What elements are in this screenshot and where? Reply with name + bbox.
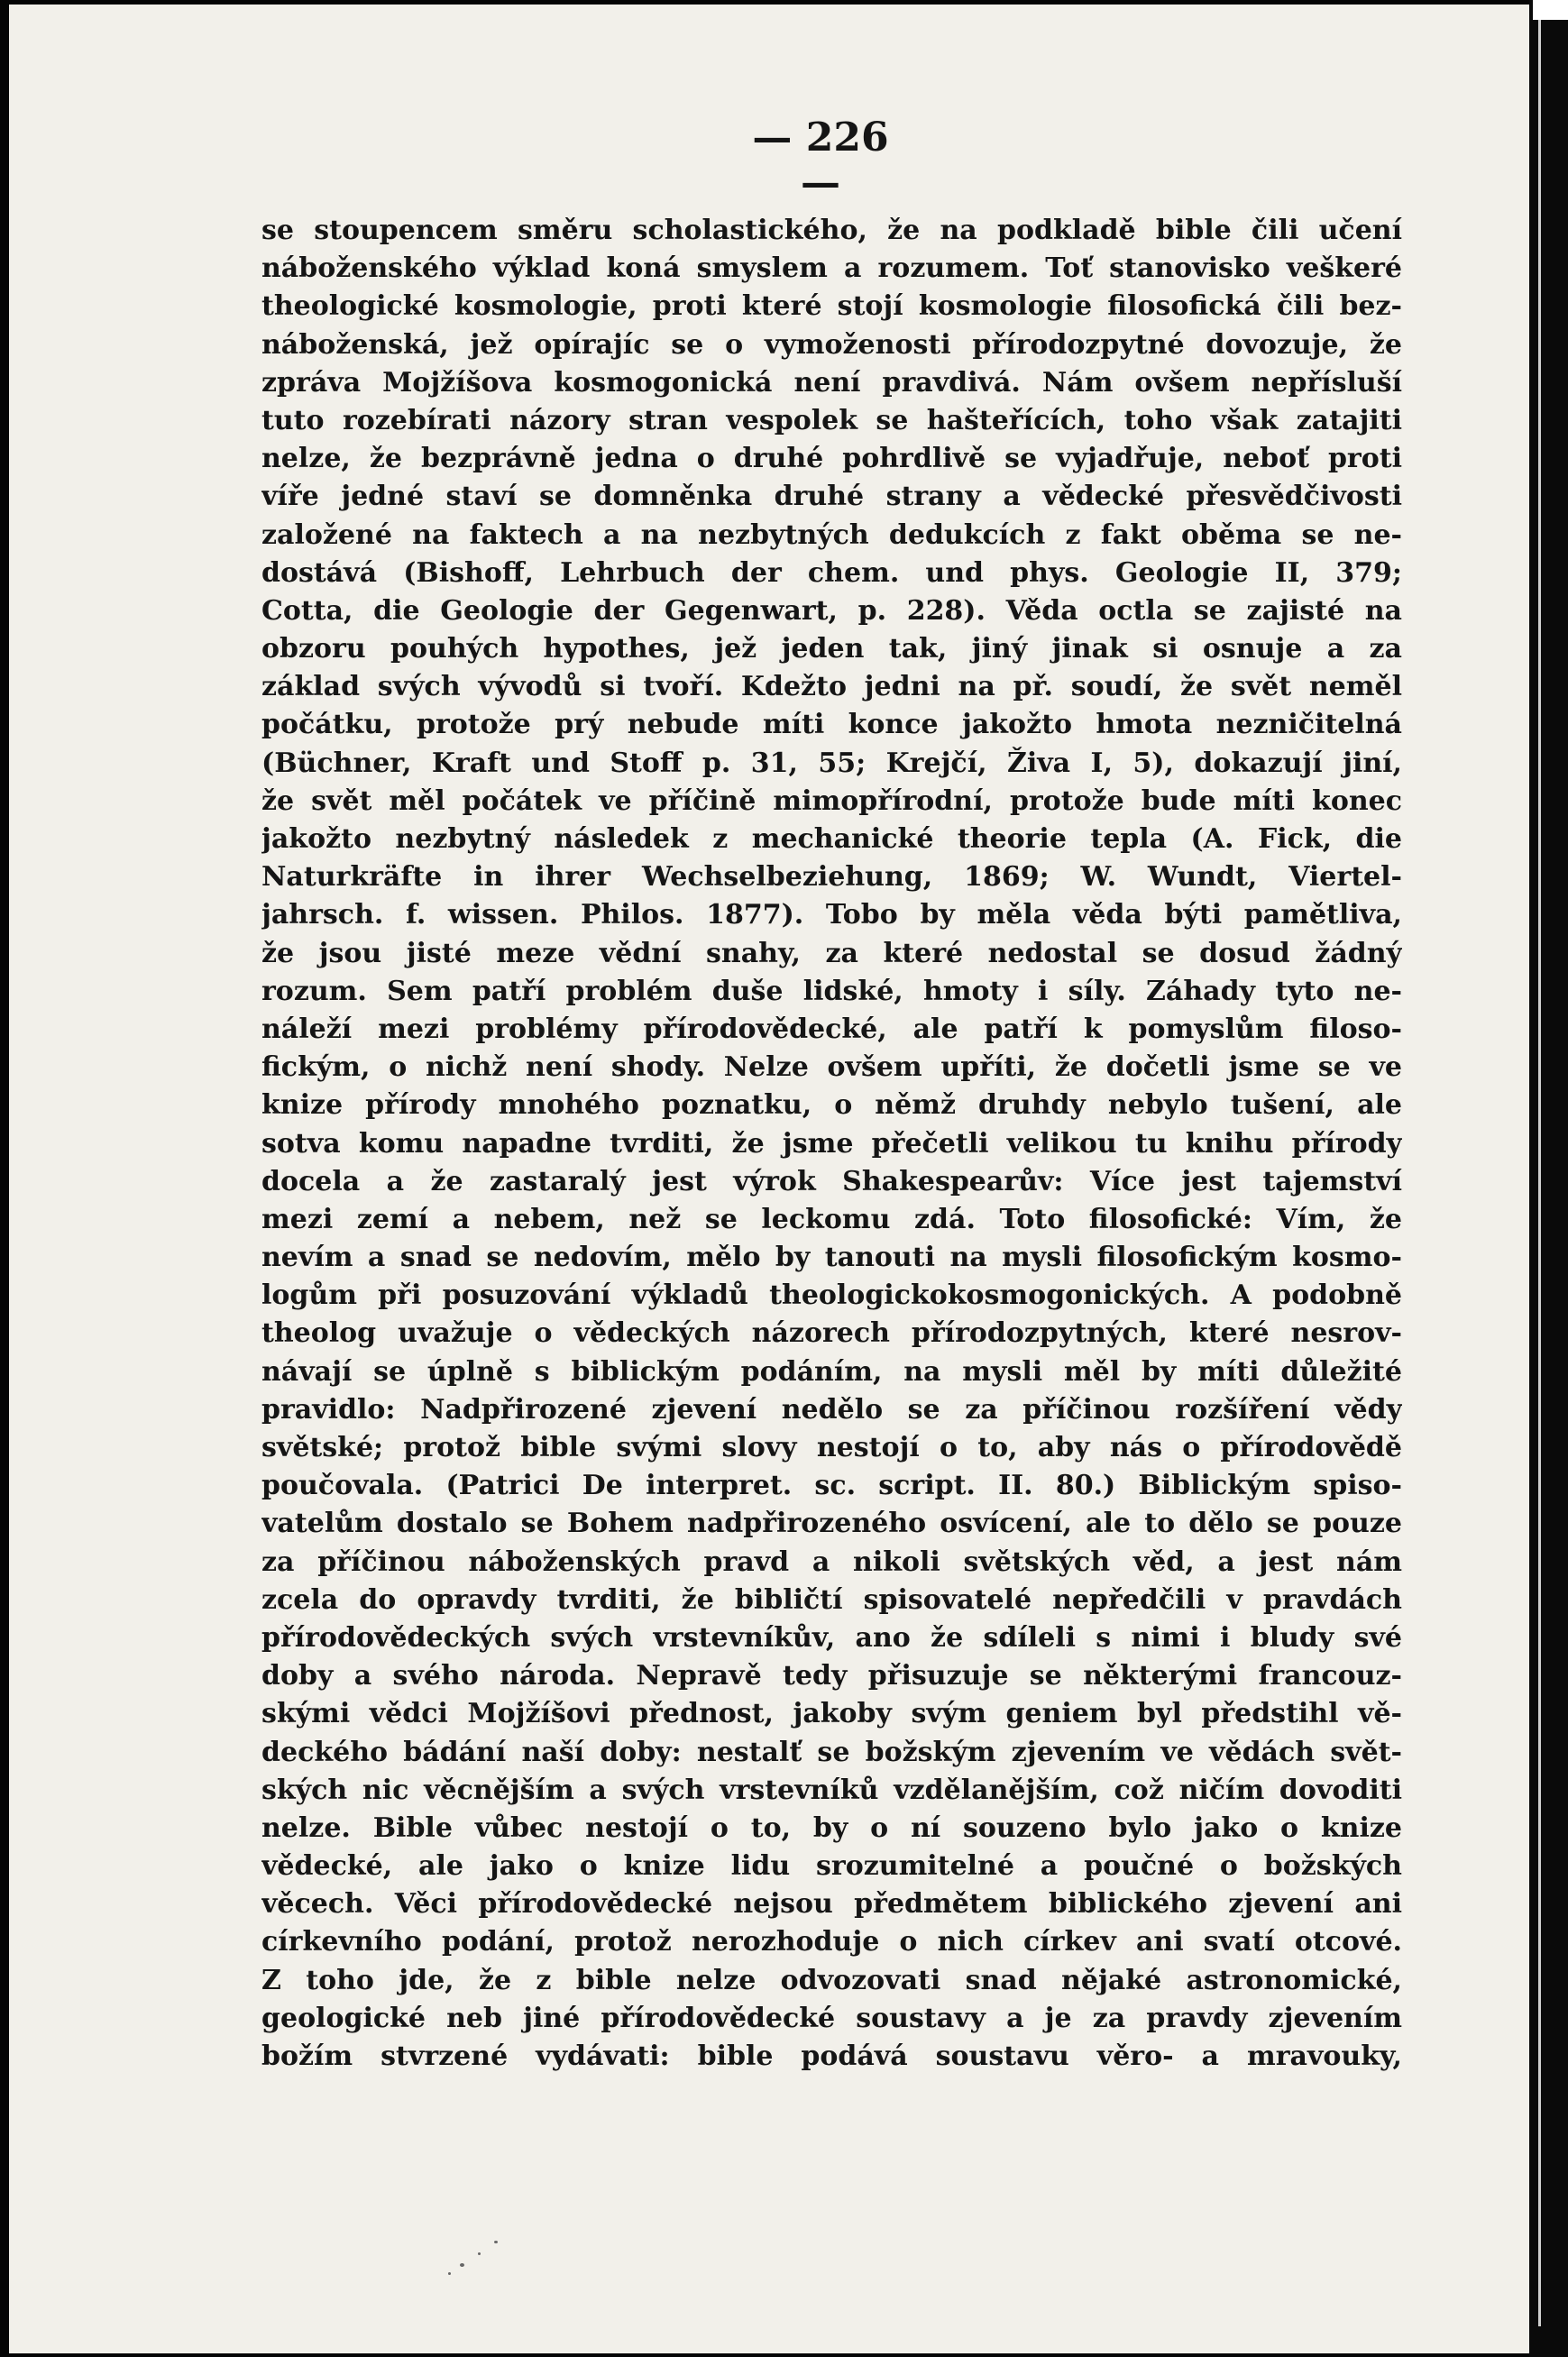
text-line: se stoupencem směru scholastického, že na podkladě bible čili učení (261, 215, 1402, 246)
text-line: vatelům dostalo se Bohem nadpřirozeného osvícení, ale to dělo se pouze (261, 1508, 1402, 1540)
text-line: docela a že zastaralý jest výrok Shakespearův: Více jest tajemství (261, 1165, 1402, 1197)
text-line: náleží mezi problémy přírodovědecké, ale patří k pomyslům filoso- (261, 1013, 1402, 1045)
text-line: nelze, že bezprávně jedna o druhé pohrdlivě se vyjadřuje, neboť proti (261, 443, 1402, 475)
text-line: skými vědci Mojžíšovi přednost, jakoby svým geniem byl předstihl vě- (261, 1698, 1402, 1730)
text-line: světské; protož bible svými slovy nestojí o to, aby nás o přírodovědě (261, 1432, 1402, 1463)
text-line: počátku, protože prý nebude míti konce jakožto hmota nezničitelná (261, 709, 1402, 741)
text-line: (Büchner, Kraft und Stoff p. 31, 55; Krejčí, Živa I, 5), dokazují jiní, (261, 747, 1402, 779)
body-text (261, 212, 1402, 2076)
text-line: poučovala. (Patrici De interpret. sc. script. II. 80.) Biblickým spiso- (261, 1470, 1402, 1502)
text-line: logům při posuzování výkladů theologickokosmogonických. A podobně (261, 1279, 1402, 1312)
text-line: pravidlo: Nadpřirozené zjevení nedělo se za příčinou rozšíření vědy (261, 1393, 1402, 1426)
scan-speck (460, 2263, 464, 2267)
text-line: Z toho jde, že z bible nelze odvozovati snad nějaké astronomické, (261, 1964, 1402, 1996)
text-line: náboženského výklad koná smyslem a rozumem. Toť stanovisko veškeré (261, 252, 1402, 285)
text-line: návají se úplně s biblickým podáním, na mysli měl by míti důležité (261, 1355, 1402, 1388)
page-number: — 226 — (752, 115, 889, 206)
text-line: deckého bádání naší doby: nestalť se božským zjevením ve vědách svět- (261, 1736, 1402, 1768)
page-edge-line (1538, 18, 1541, 2326)
text-line: přírodovědeckých svých vrstevníkův, ano že sdíleli s nimi i bludy své (261, 1621, 1402, 1654)
text-line: víře jedné staví se domněnka druhé strany a vědecké přesvědčivosti (261, 481, 1402, 513)
text-line: založené na faktech a na nezbytných dedukcích z fakt oběma se ne- (261, 518, 1402, 551)
text-line: Naturkräfte in ihrer Wechselbeziehung, 1869; W. Wundt, Viertel- (261, 861, 1402, 894)
text-line: rozum. Sem patří problém duše lidské, hmoty i síly. Záhady tyto ne- (261, 975, 1402, 1007)
scan-speck (478, 2252, 481, 2255)
text-line: jakožto nezbytný následek z mechanické theorie tepla (A. Fick, die (261, 823, 1402, 855)
text-line: věcech. Věci přírodovědecké nejsou předmětem biblického zjevení ani (261, 1888, 1402, 1921)
text-line: zpráva Mojžíšova kosmogonická není pravdivá. Nám ovšem nepřísluší (261, 366, 1402, 399)
text-line: geologické neb jiné přírodovědecké soustavy a je za pravdy zjevením (261, 2002, 1402, 2034)
text-line: vědecké, ale jako o knize lidu srozumitelné a poučné o božských (261, 1850, 1402, 1883)
text-line: mezi zemí a nebem, než se leckomu zdá. Toto filosofické: Vím, že (261, 1203, 1402, 1235)
text-line: za příčinou náboženských pravd a nikoli světských věd, a jest nám (261, 1545, 1402, 1578)
text-line: nelze. Bible vůbec nestojí o to, by o ní souzeno bylo jako o knize (261, 1811, 1402, 1844)
text-line: božím stvrzené vydávati: bible podává soustavu věro- a mravouky, (261, 2041, 1402, 2072)
text-line: že svět měl počátek ve příčině mimopřírodní, protože bude míti konec (261, 784, 1402, 817)
text-line: zcela do opravdy tvrditi, že bibličtí spisovatelé nepředčili v pravdách (261, 1583, 1402, 1616)
text-line: dostává (Bishoff, Lehrbuch der chem. und phys. Geologie II, 379; (261, 556, 1402, 589)
scan-speck (448, 2272, 451, 2275)
text-line: tuto rozebírati názory stran vespolek se hašteřících, toho však zatajiti (261, 404, 1402, 436)
text-line: základ svých vývodů si tvoří. Kdežto jedni na př. soudí, že svět neměl (261, 671, 1402, 703)
text-line: theolog uvažuje o vědeckých názorech přírodozpytných, které nesrov- (261, 1317, 1402, 1350)
text-line: obzoru pouhých hypothes, jež jeden tak, jiný jinak si osnuje a za (261, 633, 1402, 665)
text-line: náboženská, jež opírajíc se o vymoženosti přírodozpytné dovozuje, že (261, 328, 1402, 361)
text-line: ských nic věcnějším a svých vrstevníků vzdělanějším, což ničím dovoditi (261, 1774, 1402, 1806)
scan-speck (494, 2241, 498, 2243)
scan-border-right (1529, 0, 1568, 2357)
text-line: sotva komu napadne tvrditi, že jsme přečetli velikou tu knihu přírody (261, 1127, 1402, 1160)
text-line: Cotta, die Geologie der Gegenwart, p. 228). Věda octla se zajisté na (261, 594, 1402, 627)
text-line: že jsou jisté meze vědní snahy, za které nedostal se dosud žádný (261, 937, 1402, 969)
text-line: doby a svého národa. Nepravě tedy přisuzuje se některými francouz- (261, 1660, 1402, 1692)
text-line: jahrsch. f. wissen. Philos. 1877). Tobo by měla věda býti pamětliva, (261, 899, 1402, 931)
text-line: knize přírody mnohého poznatku, o němž druhdy nebylo tušení, ale (261, 1089, 1402, 1122)
text-line: církevního podání, protož nerozhoduje o nich církev ani svatí otcové. (261, 1926, 1402, 1958)
text-line: nevím a snad se nedovím, mělo by tanouti na mysli filosofickým kosmo- (261, 1242, 1402, 1274)
scan-corner-mark (1533, 0, 1568, 20)
text-line: fickým, o nichž není shody. Nelze ovšem upříti, že dočetli jsme se ve (261, 1051, 1402, 1084)
text-line: theologické kosmologie, proti které stojí kosmologie filosofická čili bez- (261, 290, 1402, 323)
